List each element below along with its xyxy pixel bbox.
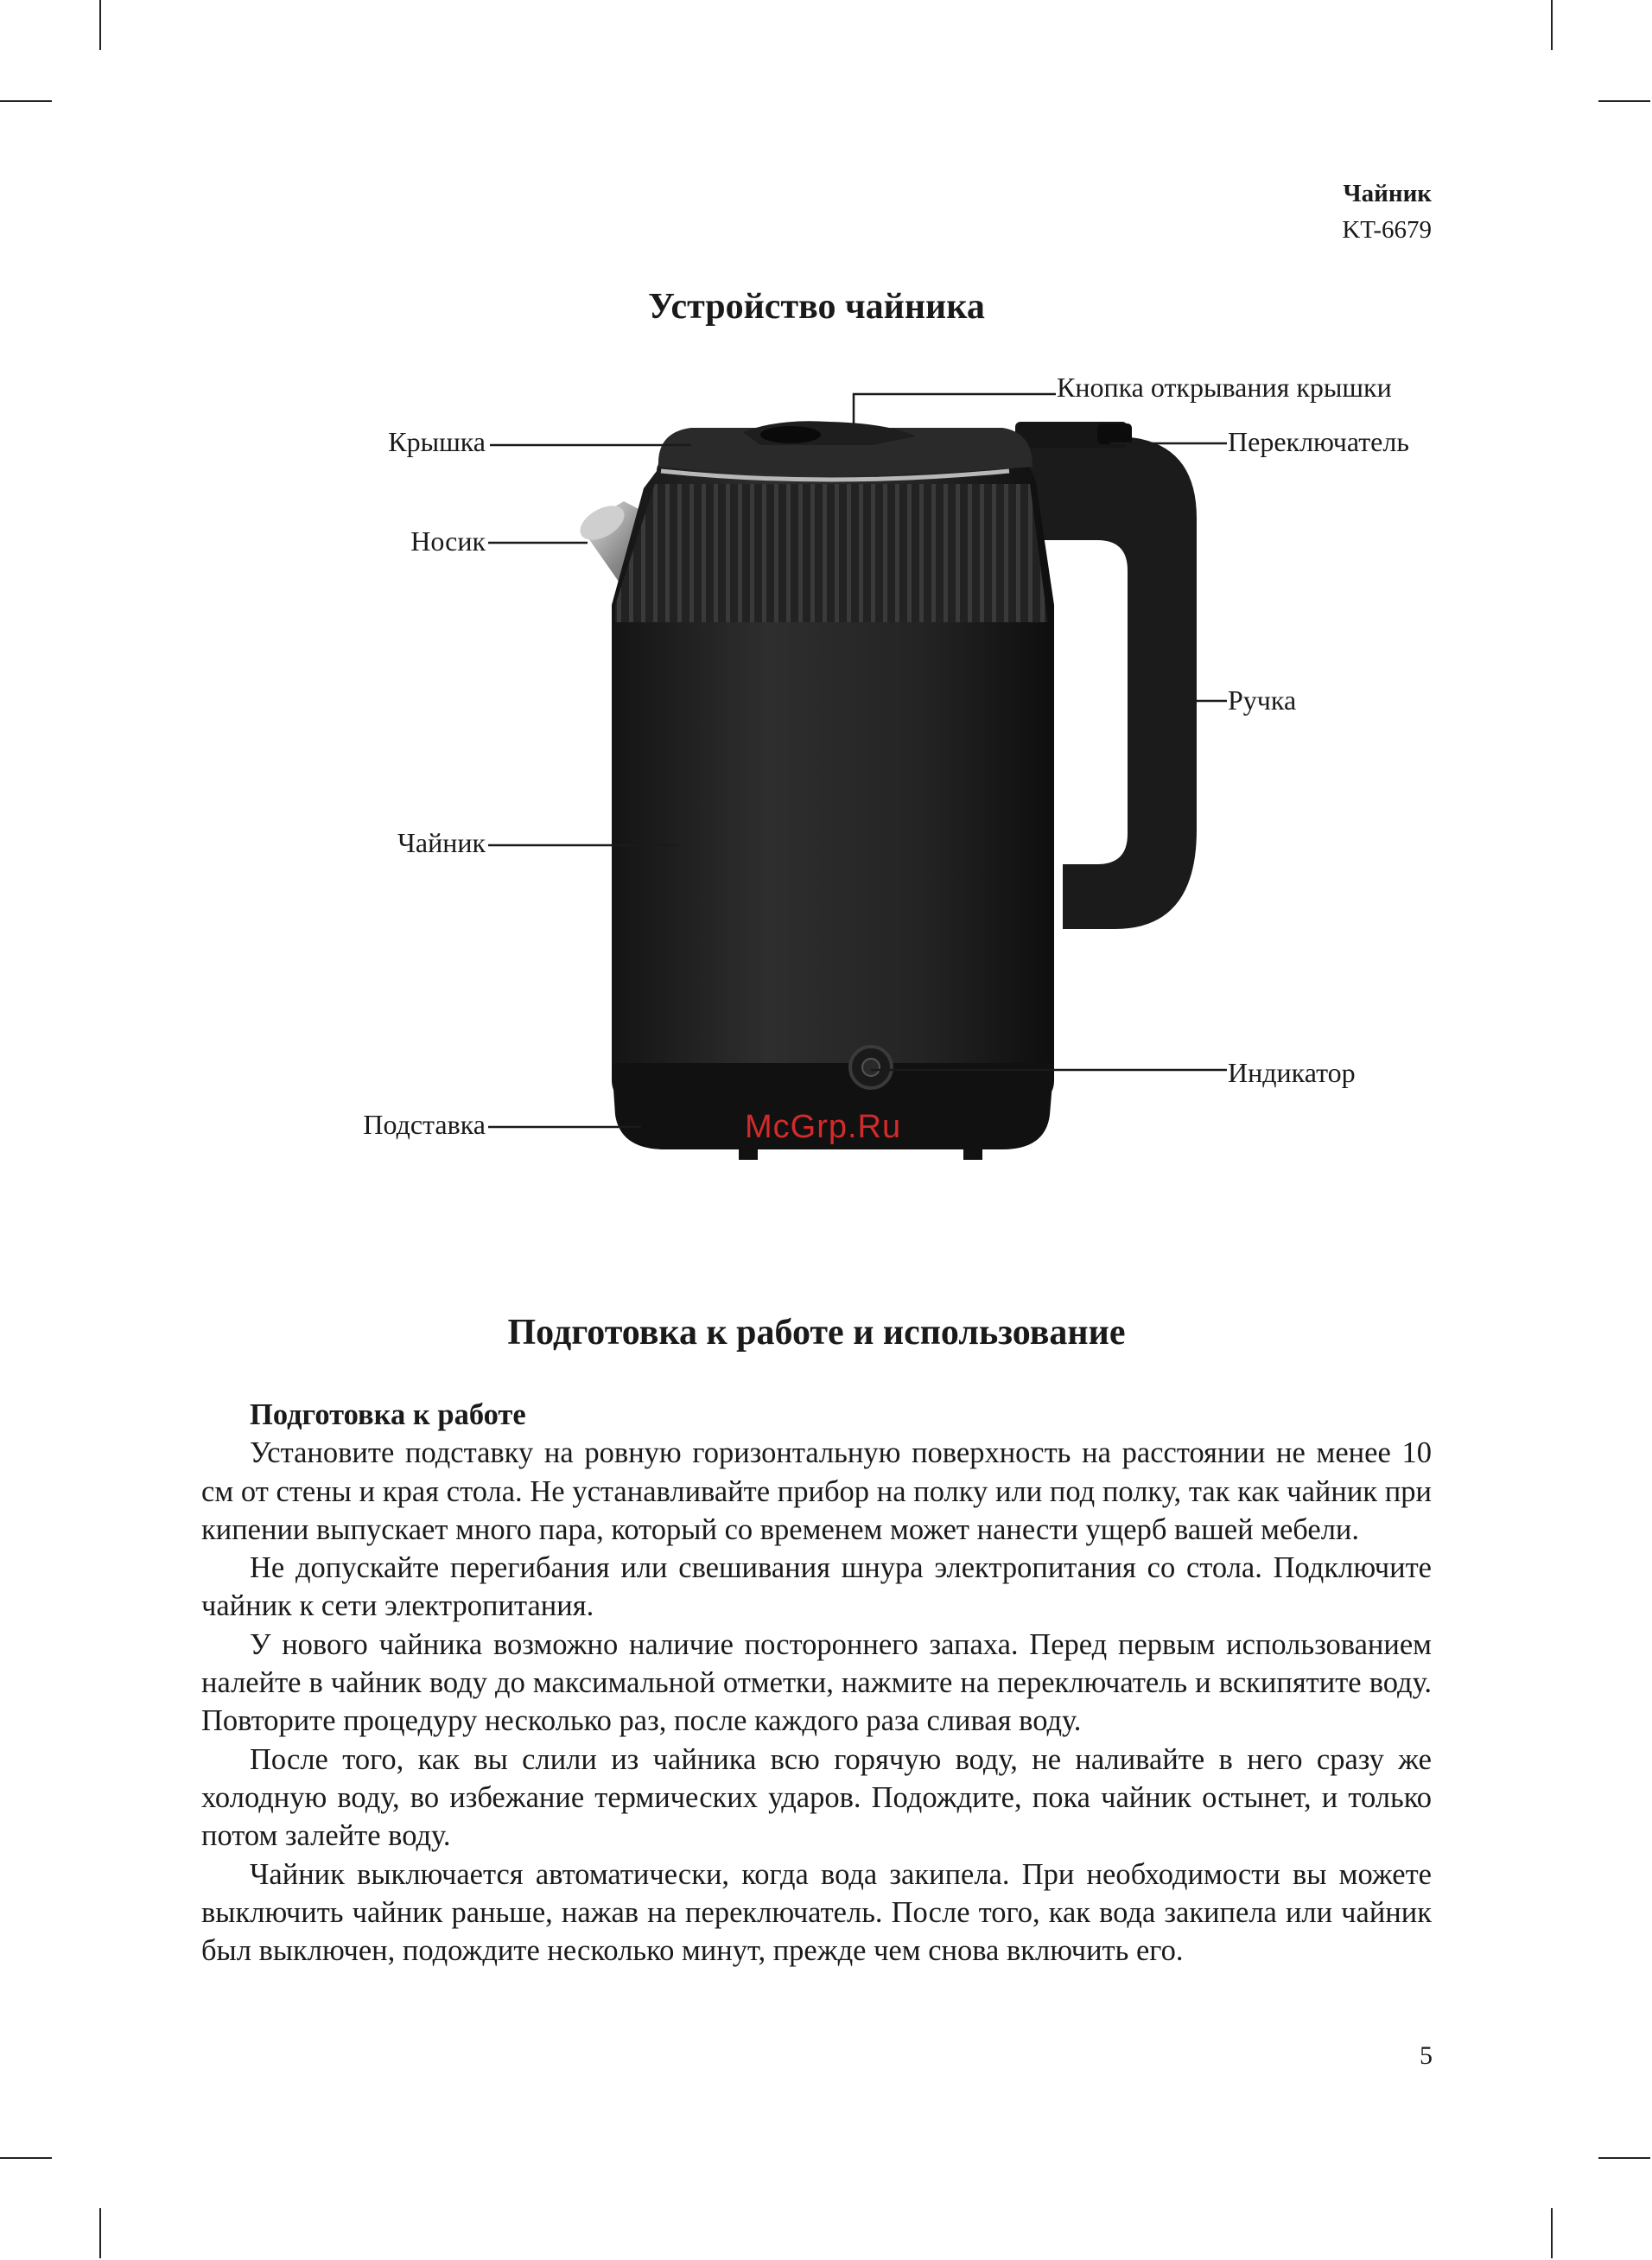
- paragraph: Не допускайте перегибания или свешивания шнура электропитания со стола. Подключите чайник к сети электропитания.: [201, 1551, 1432, 1623]
- diagram-title: Устройство чайника: [648, 287, 985, 327]
- section-subtitle: Подготовка к работе: [250, 1398, 526, 1431]
- section-title: Подготовка к работе и использование: [507, 1313, 1126, 1353]
- paragraph: У нового чайника возможно наличие постороннего запаха. Перед первым использованием налейте в чайник воду до максимальной отметки, нажмите на переключатель и вскипятите воду. Повторите процедуру несколько раз, после каждого раза сливая воду.: [201, 1627, 1432, 1738]
- crop-mark: [1551, 2208, 1553, 2258]
- label-lid-button: Кнопка открывания крышки: [1057, 372, 1392, 403]
- label-indicator: Индикатор: [1228, 1057, 1356, 1088]
- watermark: McGrp.Ru: [745, 1109, 902, 1145]
- label-body: Чайник: [397, 827, 486, 858]
- crop-mark: [99, 2208, 101, 2258]
- label-spout: Носик: [410, 525, 486, 557]
- label-switch: Переключатель: [1228, 426, 1409, 457]
- paragraph: После того, как вы слили из чайника всю горячую воду, не наливайте в него сразу же холодную воду, во избежание термических ударов. Подождите, пока чайник остынет, и только потом залейте воду.: [201, 1742, 1432, 1853]
- paragraph: Установите подставку на ровную горизонтальную поверхность на расстоянии не менее 10 см от стены и края стола. Не устанавливайте прибор на полку или под полку, так как чайник при кипении выпускает много пара, который со временем может нанести ущерб вашей мебели.: [201, 1436, 1432, 1546]
- label-base: Подставка: [363, 1109, 486, 1140]
- label-handle: Ручка: [1228, 684, 1297, 716]
- model-title: Чайник: [1343, 180, 1432, 207]
- crop-mark: [1598, 2157, 1650, 2159]
- model-code: KT-6679: [1342, 216, 1432, 244]
- crop-mark: [0, 2157, 52, 2159]
- label-lid: Крышка: [388, 426, 486, 457]
- section-body: [201, 1396, 1432, 1970]
- paragraph: Чайник выключается автоматически, когда вода закипела. При необходимости вы можете выключить чайник раньше, нажав на переключатель. После того, как вода закипела или чайник был выключен, подождите несколько минут, прежде чем снова включить его.: [201, 1857, 1432, 1968]
- page-number: 5: [1420, 2041, 1433, 2070]
